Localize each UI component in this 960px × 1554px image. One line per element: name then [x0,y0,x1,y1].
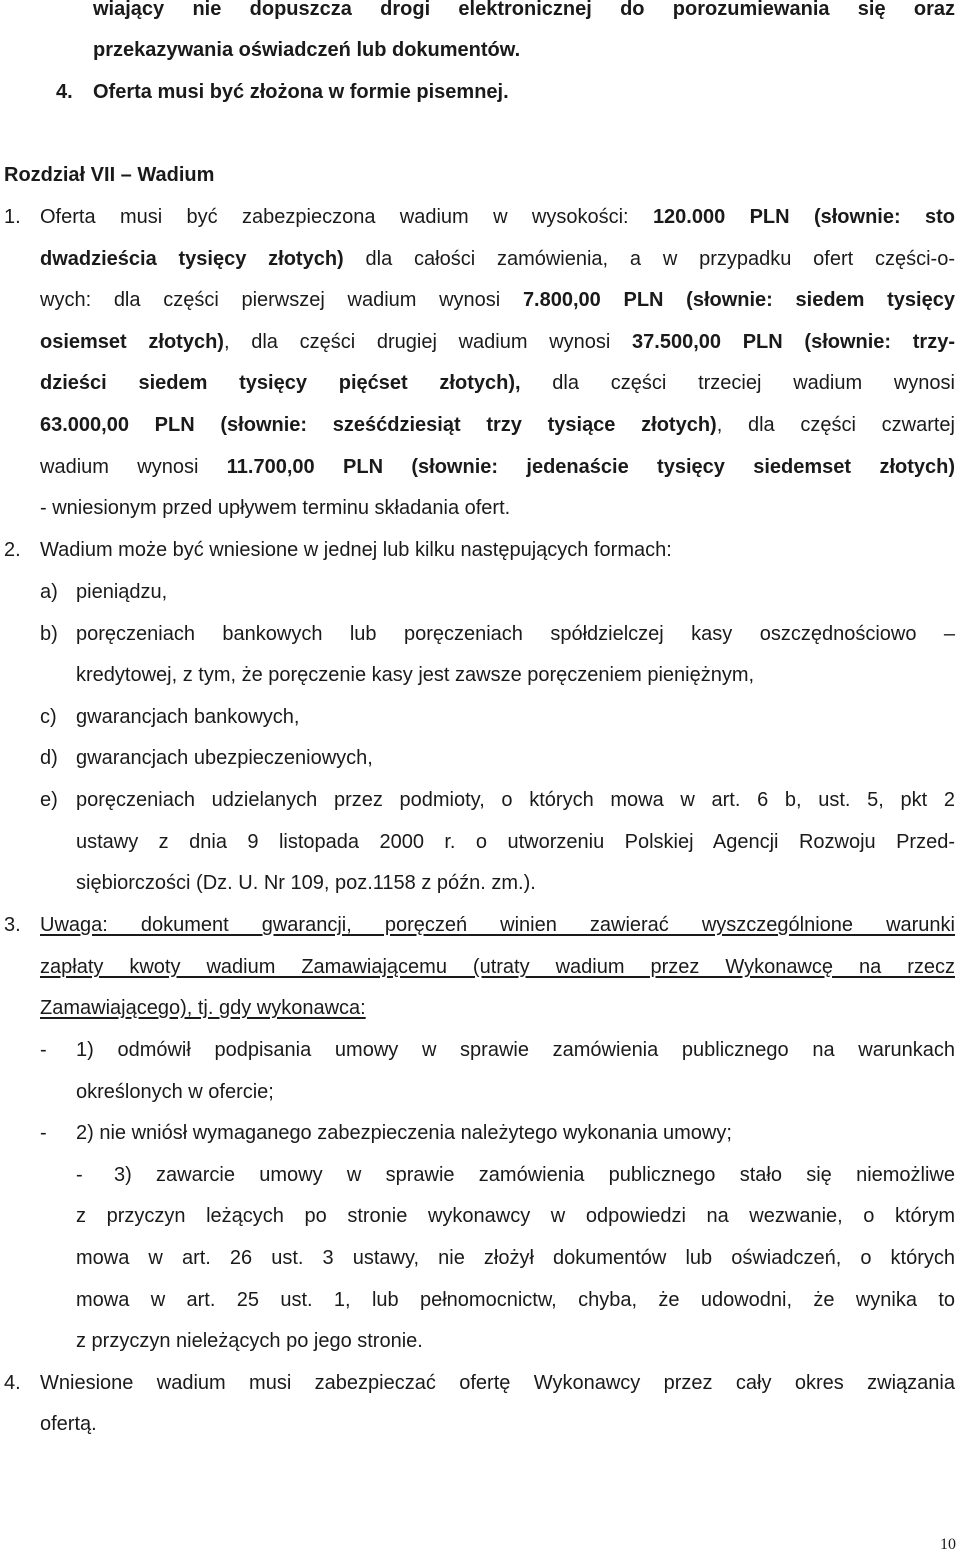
p3-note-line-1: Uwaga: dokument gwarancji, poręczeń winien zawierać wyszczególnione warunki [40,914,955,936]
p1-text: wych: dla części pierwszej wadium wynosi [40,289,523,311]
p2-intro: Wadium może być wniesione w jednej lub kilku następujących formach: [40,539,672,561]
intro-line-2: przekazywania oświadczeń lub dokumentów. [93,39,521,61]
p1-number: 1. [4,206,21,228]
p2-item-b-text-1: poręczeniach bankowych lub poręczeniach spółdzielczej kasy oszczędnościowo – [76,623,955,645]
p1-amount-part-1: 7.800,00 PLN (słownie: siedem tysięcy [522,289,955,311]
p3-note-line-2: zapłaty kwoty wadium Zamawiającemu (utraty wadium przez Wykonawcę na rzecz [40,956,955,978]
p2-item-d-label: d) [40,747,58,769]
p3-case-3-line-5: z przyczyn nieleżących po jego stronie. [76,1330,423,1352]
p2-item-e-label: e) [40,789,58,811]
p2-number: 2. [4,539,21,561]
p2-item-a-label: a) [40,581,58,603]
p1-line-6 [40,413,955,437]
p2-item-a-text: pieniądzu, [76,581,168,603]
p4-line-2: ofertą. [40,1413,97,1435]
intro-item-4-text: Oferta musi być złożona w formie pisemnej. [93,81,509,103]
p3-case-3-line-2: z przyczyn leżących po stronie wykonawcy w odpowiedzi na wezwanie, o którym [76,1205,955,1227]
p1-line-8: - wniesionym przed upływem terminu składania ofert. [40,497,511,519]
p1-amount-part-1-words: osiemset złotych) [40,331,224,353]
p2-item-b-text-2: kredytowej, z tym, że poręczenie kasy jest zawsze poręczeniem pieniężnym, [76,664,755,686]
p1-text: dla całości zamówienia, a w przypadku ofert części-o- [343,248,955,270]
p1-line-2 [40,247,955,271]
p1-amount-part-2: 37.500,00 PLN (słownie: trzy- [632,331,956,353]
p1-text: , dla części czwartej [716,414,955,436]
p4-line-1: Wniesione wadium musi zabezpieczać ofertę Wykonawcy przez cały okres związania [40,1372,955,1394]
p2-item-e-text-1: poręczeniach udzielanych przez podmioty, o których mowa w art. 6 b, ust. 5, pkt 2 [76,789,955,811]
p3-dash-3: - [76,1164,83,1186]
p3-case-2-line-1: 2) nie wniósł wymaganego zabezpieczenia należytego wykonania umowy; [76,1122,732,1144]
p1-amount-part-2-words: dzieści siedem tysięcy pięćset złotych), [40,372,521,394]
p2-item-e-text-3: siębiorczości (Dz. U. Nr 109, poz.1158 z późn. zm.). [76,872,536,894]
p3-number: 3. [4,914,21,936]
p1-text: Oferta musi być zabezpieczona wadium w wysokości: [40,206,653,228]
intro-item-4-number: 4. [56,81,73,103]
p1-line-5 [40,371,955,395]
p2-item-b-label: b) [40,623,58,645]
p1-line-3 [40,288,955,312]
p1-amount-total: 120.000 PLN (słownie: sto [652,206,955,228]
p1-line-1 [40,205,955,229]
p1-amount-total-words: dwadzieścia tysięcy złotych) [40,248,344,270]
p1-amount-part-3: 63.000,00 PLN (słownie: sześćdziesiąt trzy tysiące złotych) [40,414,717,436]
p4-number: 4. [4,1372,21,1394]
p1-text: , dla części drugiej wadium wynosi [223,331,633,353]
page-number: 10 [940,1536,956,1553]
p2-item-c-label: c) [40,706,57,728]
p3-case-1-line-2: określonych w ofercie; [76,1081,274,1103]
p3-case-1-line-1: 1) odmówił podpisania umowy w sprawie zamówienia publicznego na warunkach [76,1039,955,1061]
p3-note-line-3: Zamawiającego), tj. gdy wykonawca: [40,997,366,1019]
p3-case-3-line-3: mowa w art. 26 ust. 3 ustawy, nie złożył dokumentów lub oświadczeń, o których [76,1247,955,1269]
p1-line-4 [40,330,955,354]
p3-dash-2: - [40,1122,47,1144]
p2-item-d-text: gwarancjach ubezpieczeniowych, [76,747,373,769]
p1-line-7 [40,455,955,479]
p2-item-e-text-2: ustawy z dnia 9 listopada 2000 r. o utworzeniu Polskiej Agencji Rozwoju Przed- [76,831,955,853]
p3-case-3-line-4: mowa w art. 25 ust. 1, lub pełnomocnictw, chyba, że udowodni, że wynika to [76,1289,955,1311]
intro-line-1: wiający nie dopuszcza drogi elektronicznej do porozumiewania się oraz [93,0,955,20]
p3-dash-1: - [40,1039,47,1061]
p1-text: wadium wynosi [40,456,227,478]
chapter-heading: Rozdział VII – Wadium [4,164,215,186]
p3-case-3-line-1: 3) zawarcie umowy w sprawie zamówienia publicznego stało się niemożliwe [114,1164,955,1186]
p2-item-c-text: gwarancjach bankowych, [76,706,300,728]
p1-amount-part-4: 11.700,00 PLN (słownie: jedenaście tysięcy siedemset złotych) [226,456,955,478]
p1-text: dla części trzeciej wadium wynosi [520,372,955,394]
